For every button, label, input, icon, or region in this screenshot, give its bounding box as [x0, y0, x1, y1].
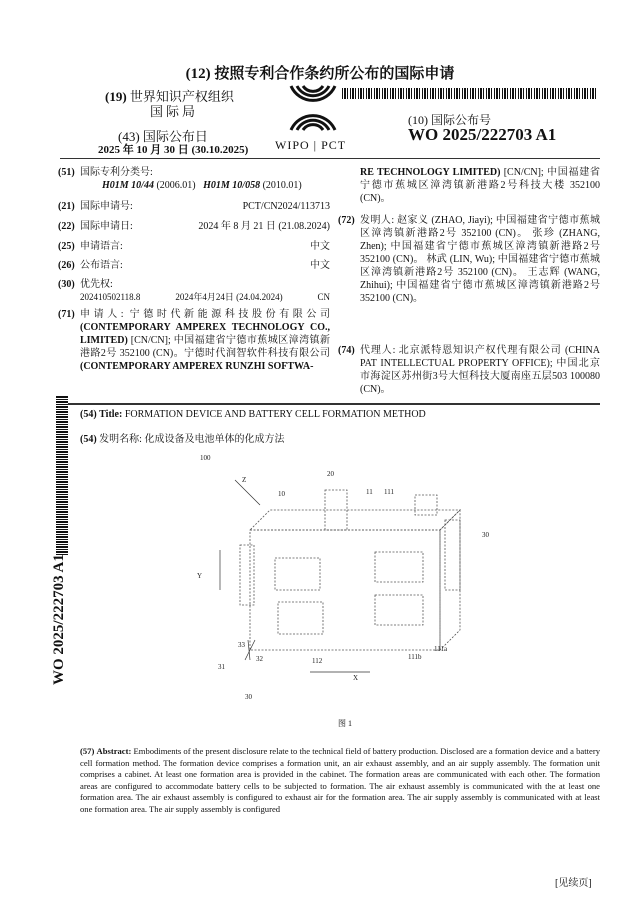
- label-111: 111: [384, 488, 394, 496]
- field-label: 公布语言:: [80, 260, 123, 271]
- ipc-code-1: H01M 10/44: [102, 180, 154, 191]
- abstract: [80, 746, 600, 815]
- label-y: Y: [197, 572, 203, 580]
- field-71: [58, 308, 331, 373]
- publication-date: 2025 年 10 月 30 日 (30.10.2025): [98, 144, 249, 156]
- field-51: [58, 166, 330, 192]
- field-21: [58, 200, 330, 213]
- field-number: (22): [58, 221, 75, 232]
- field-number: (25): [58, 241, 75, 252]
- label-112: 112: [312, 657, 323, 665]
- publication-language: 中文: [310, 260, 330, 271]
- field-label: 国际专利分类号:: [80, 167, 153, 178]
- field-30: [58, 278, 330, 304]
- priority-number: 202410502118.8: [80, 292, 141, 302]
- field-22: [58, 220, 330, 233]
- applicant-text: 申请人: 宁德时代新能源科技股份有限公司: [80, 309, 330, 320]
- agent: 代理人: 北京派特恩知识产权代理有限公司 (CHINA PAT INTELLECTUAL PROPERTY OFFICE); 中国北京市海淀区苏州街3号大恒科技大厦南座五层503 100080 (CN)。: [360, 345, 600, 395]
- office-name-text: 世界知识产权组织: [129, 89, 234, 104]
- applicant-name-cont: RE TECHNOLOGY LIMITED): [360, 167, 501, 178]
- ipc-year-1: (2006.01): [156, 180, 196, 191]
- field-72: [338, 214, 600, 305]
- ipc-year-2: (2010.01): [262, 180, 302, 191]
- field-number: (72): [338, 215, 355, 226]
- field-number: (30): [58, 279, 75, 290]
- title-cn: [80, 430, 284, 445]
- title-text: 化成设备及电池单体的化成方法: [144, 434, 285, 445]
- label-111b: 111b: [408, 653, 422, 661]
- document-title: (12) 按照专利合作条约所公布的国际申请: [185, 66, 455, 82]
- wipo-logo-icon: [283, 82, 343, 134]
- divider: [60, 158, 600, 159]
- label-30: 30: [482, 531, 489, 539]
- divider: [60, 403, 600, 405]
- field-number: (51): [58, 167, 75, 178]
- office-code: (19): [105, 89, 127, 104]
- field-number: (71): [58, 309, 75, 320]
- figure-caption: 图 1: [338, 719, 352, 728]
- field-number: (54): [80, 409, 97, 420]
- publication-number: WO 2025/222703 A1: [408, 125, 557, 144]
- pubno-label: (10) 国际公布号: [408, 113, 491, 127]
- label-111a: 111a: [434, 645, 448, 653]
- priority-date: 2024年4月24日 (24.04.2024): [175, 292, 283, 302]
- office-bureau: 国际局: [150, 104, 199, 119]
- applicant-address: [CN/CN]; 中国福建省宁德市蕉城区漳湾镇新港路2号 352100 (CN)。宁德时代润智软件科技有限公司: [80, 335, 331, 359]
- label-20: 20: [327, 470, 334, 478]
- title-label: 发明名称:: [99, 434, 142, 445]
- title-en: [80, 409, 426, 420]
- abstract-label: Abstract:: [96, 746, 132, 756]
- field-label: 申请语言:: [80, 241, 123, 252]
- label-32: 32: [256, 655, 263, 663]
- field-label: 优先权:: [80, 279, 113, 290]
- applicant-address-2: [CN/CN]; 中国福建省宁德市蕉城区漳湾镇新港路2号科技大楼 352100 (CN)。: [360, 167, 601, 204]
- side-publication-number: WO 2025/222703 A1: [51, 554, 67, 685]
- filing-language: 中文: [310, 241, 330, 252]
- label-30b: 30: [245, 693, 252, 701]
- field-26: [58, 259, 330, 272]
- applicant-name-2: (CONTEMPORARY AMPEREX RUNZHI SOFTWA-: [80, 361, 314, 372]
- field-number: (54): [80, 434, 97, 445]
- label-x: X: [353, 674, 359, 682]
- applicant-name: (CONTEMPORARY AMPEREX TECHNOLOGY CO., LIMITED): [80, 322, 330, 346]
- label-100: 100: [200, 454, 211, 462]
- continued-note: [见续页]: [555, 878, 592, 889]
- field-number: (74): [338, 345, 355, 356]
- abstract-text: Embodiments of the present disclosure relate to the technical field of battery production. Disclosed are a formation device and a battery cell formation method. The formation device comprises a formation unit, an air exhaust assembly, and an air supply assembly. The formation unit comprises a cabinet. At least one formation area is provided in the cabinet. The formation areas are communicated with each other. The formation areas are configured to accommodate battery cells to be subjected to formation. The air exhaust assembly is communicated with the at least one formation area. The air exhaust assembly is configured to exhaust air for the formation area. The air supply assembly is communicated with at least one formation area. The air supply assembly is configured: [80, 746, 600, 814]
- applicant-continued: [360, 166, 600, 205]
- field-number: (21): [58, 201, 75, 212]
- wipo-pct-logo-text: WIPO | PCT: [275, 138, 347, 152]
- pubdate-label: (43) 国际公布日: [118, 129, 208, 144]
- barcode-icon: [342, 88, 597, 99]
- field-25: [58, 240, 330, 253]
- field-74: [338, 344, 600, 396]
- patent-figure: [190, 450, 490, 720]
- label-33: 33: [238, 641, 245, 649]
- filing-date: 2024 年 8 月 21 日 (21.08.2024): [198, 221, 330, 232]
- field-number: (57): [80, 746, 95, 756]
- field-label: 国际申请号:: [80, 201, 133, 212]
- label-11: 11: [366, 488, 373, 496]
- label-10: 10: [278, 490, 285, 498]
- field-label: 国际申请日:: [80, 221, 133, 232]
- priority-country: CN: [317, 292, 330, 302]
- application-number: PCT/CN2024/113713: [242, 201, 330, 212]
- label-31: 31: [218, 663, 225, 671]
- title-text: FORMATION DEVICE AND BATTERY CELL FORMATION METHOD: [124, 409, 426, 420]
- inventors: 发明人: 赵家义 (ZHAO, Jiayi); 中国福建省宁德市蕉城区漳湾镇新港路2号 352100 (CN)。 张珍 (ZHANG, Zhen); 中国福建省宁德市蕉城区漳湾镇新港路2号 352100 (CN)。 林武 (LIN, Wu); 中国福建省宁德市蕉城区漳湾镇新港路2号 352100 (CN)。 王志辉 (WANG, Zhihui); 中国福建省宁德市蕉城区漳湾镇新港路2号 352100 (CN)。: [360, 215, 600, 304]
- title-label: Title:: [99, 409, 123, 420]
- ipc-code-2: H01M 10/058: [203, 180, 261, 191]
- field-number: (26): [58, 260, 75, 271]
- label-z: Z: [242, 476, 247, 484]
